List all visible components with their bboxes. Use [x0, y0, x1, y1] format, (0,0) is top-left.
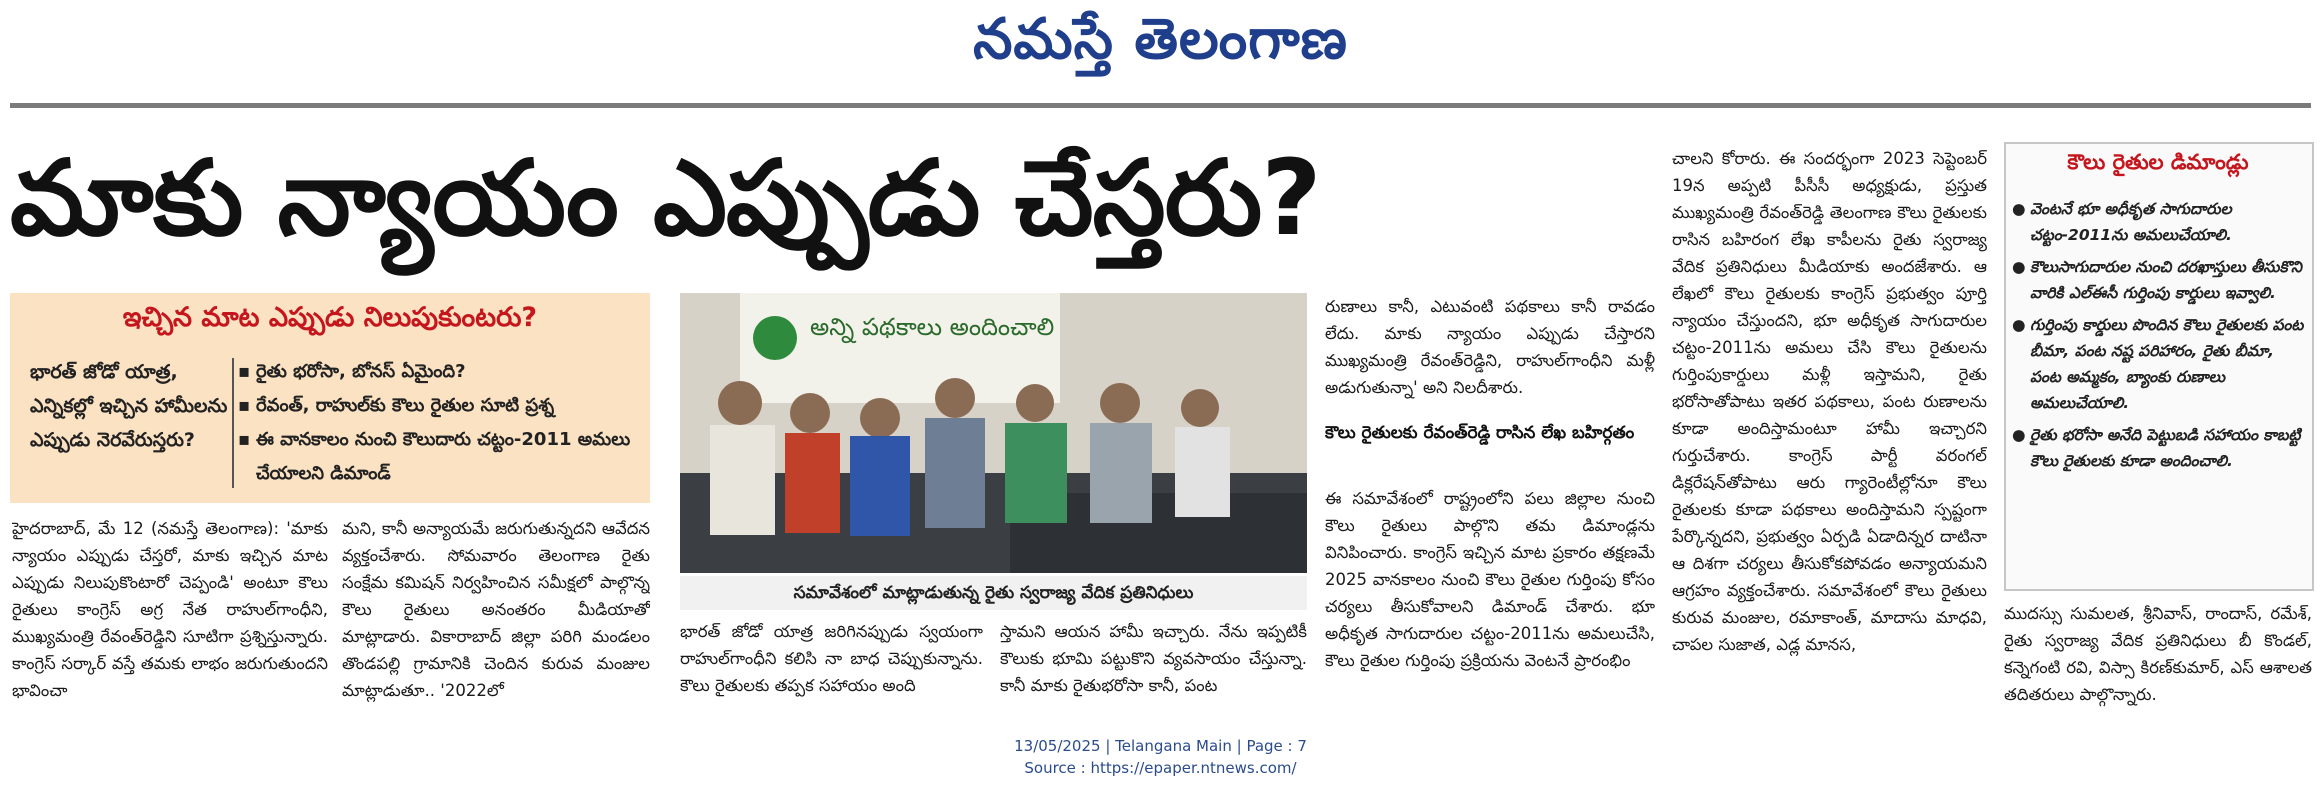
article-column-6: ముదస్సు సుమలత, శ్రీనివాస్, రాందాస్, రమేశ్, రైతు స్వరాజ్య వేదిక ప్రతినిధులు బీ కొండల్, కన్నెగంటి రవి, విస్సా కిరణ్‌కుమార్, ఎస్ ఆశాలత తదితరులు పాల్గొన్నారు.	[2004, 604, 2312, 704]
kicker-title: ఇచ్చిన మాట ఎప్పుడు నిలుపుకుంటరు?	[122, 302, 538, 333]
article-column-1: హైదరాబాద్, మే 12 (నమస్తే తెలంగాణ): 'మాకు న్యాయం ఎప్పుడు చేస్తరో, మాకు ఇచ్చిన మాట ఎప్పుడు నిలుపుకొంటారో చెప్పండి' అంటూ కౌలు రైతులు కాంగ్రెస్ అగ్ర నేత రాహుల్‌గాంధీని, ముఖ్యమంత్రి రేవంత్‌రెడ్డిని సూటిగా ప్రశ్నిస్తున్నారు. కాంగ్రెస్ సర్కార్ వస్తే తమకు లాభం జరుగుతుందని భావించా	[12, 519, 328, 700]
demand-item: ● వెంటనే భూ అధీకృత సాగుదారుల చట్టం-2011ను అమలుచేయాలి.	[2010, 196, 2304, 248]
kicker-bullet-list	[238, 355, 643, 491]
news-photo	[680, 293, 1307, 573]
meeting-photo-illustration	[680, 293, 1307, 573]
footer-source-link[interactable]: Source : https://epaper.ntnews.com/	[1024, 759, 1297, 777]
masthead-divider	[10, 103, 2311, 108]
article-column-2: మని, కానీ అన్యాయమే జరుగుతున్నదని ఆవేదన వ్యక్తంచేశారు. సోమవారం తెలంగాణ రైతు సంక్షేమ కమిషన్ నిర్వహించిన సమీక్షలో పాల్గొన్న కౌలు రైతులు అనంతరం మీడియాతో మాట్లాడారు. వికారాబాద్ జిల్లా పరిగి మండలం తొండపల్లి గ్రామానికి చెందిన కురువ మంజుల మాట్లాడుతూ.. '2022లో	[342, 519, 650, 700]
article-column-3b: స్తామని ఆయన హామీ ఇచ్చారు. నేను ఇప్పటికీ కౌలుకు భూమి పట్టుకొని వ్యవసాయం చేస్తున్నా. కానీ మాకు రైతుభరోసా కానీ, పంట	[1000, 622, 1307, 695]
demand-item: ● కౌలుసాగుదారుల నుంచి దరఖాస్తులు తీసుకొని వారికి ఎల్‌ఈసీ గుర్తింపు కార్డులు ఇవ్వాలి.	[2010, 254, 2304, 306]
article-subhead: కౌలు రైతులకు రేవంత్‌రెడ్డి రాసిన లేఖ బహిర్గతం	[1325, 423, 1635, 443]
demands-title: కౌలు రైతుల డిమాండ్లు	[2067, 150, 2249, 174]
kicker-divider	[232, 358, 234, 488]
article-column-3a: భారత్ జోడో యాత్ర జరిగినప్పుడు స్వయంగా రాహుల్‌గాంధీని కలిసి నా బాధ చెప్పుకున్నాను. కౌలు రైతులకు తప్పక సహాయం అంది	[680, 622, 983, 695]
article-column-4a: రుణాలు కానీ, ఎటువంటి పథకాలు కానీ రావడం లేదు. మాకు న్యాయం ఎప్పుడు చేస్తారని ముఖ్యమంత్రి రేవంత్‌రెడ్డిని, రాహుల్‌గాంధీని మళ్లీ అడుగుతున్నా' అని నిలదీశారు.	[1325, 297, 1655, 397]
demands-list	[2010, 196, 2304, 480]
kicker-bullet: ▪ ఈ వానకాలం నుంచి కౌలుదారు చట్టం-2011 అమలు చేయాలని డిమాండ్	[238, 423, 643, 491]
article-column-5: చాలని కోరారు. ఈ సందర్భంగా 2023 సెప్టెంబర్ 19న అప్పటి పీసీసీ అధ్యక్షుడు, ప్రస్తుత ముఖ్యమంత్రి రేవంత్‌రెడ్డి తెలంగాణ కౌలు రైతులకు రాసిన బహిరంగ లేఖ కాపీలను రైతు స్వరాజ్య వేదిక ప్రతినిధులు మీడియాకు అందజేశారు. ఆ లేఖలో కౌలు రైతులకు కాంగ్రెస్ ప్రభుత్వం పూర్తి న్యాయం చేస్తుందని, భూ అధీకృత సాగుదారుల చట్టం-2011ను అమలు చేసి కౌలు రైతులను గుర్తింపుకార్డులు మళ్లీ ఇస్తామని, రైతు భరోసాతోపాటు ఇతర పథకాలు, పంట రుణాలను కూడా అందిస్తామంటూ హామీ ఇచ్చారని గుర్తుచేశారు. కాంగ్రెస్ పార్టీ వరంగల్ డిక్లరేషన్‌తోపాటు ఆరు గ్యారెంటీల్లోనూ కౌలు రైతులకు కూడా పథకాలు అందిస్తామని స్పష్టంగా పేర్కొన్నదని, ప్రభుత్వం ఏర్పడి ఏడాదిన్నర దాటినా ఆ దిశగా చర్యలు తీసుకోకపోవడం అన్యాయమని ఆగ్రహం వ్యక్తంచేశారు. సమావేశంలో కౌలు రైతులు కురువ మంజుల, రమాకాంత్, మాదాసు మాధవి, చాపల సుజాత, ఎడ్ల మానస,	[1672, 149, 1987, 654]
photo-banner-text: అన్ని పథకాలు అందించాలి	[810, 313, 1055, 341]
kicker-left-text: భారత్ జోడో యాత్ర, ఎన్నికల్లో ఇచ్చిన హామీలను ఎప్పుడు నెరవేరుస్తరు?	[30, 361, 228, 451]
demand-item: ● రైతు భరోసా అనేది పెట్టుబడి సహాయం కాబట్టి కౌలు రైతులకు కూడా అందించాలి.	[2010, 422, 2304, 474]
kicker-bullet: ▪ రైతు భరోసా, బోనస్ ఏమైంది?	[238, 355, 643, 389]
masthead-logo: నమస్తే తెలంగాణ	[973, 6, 1348, 72]
footer-date-page: 13/05/2025 | Telangana Main | Page : 7	[1014, 737, 1307, 755]
page-footer	[0, 735, 2321, 779]
demand-item: ● గుర్తింపు కార్డులు పొందిన కౌలు రైతులకు పంట బీమా, పంట నష్ట పరిహారం, రైతు బీమా, పంట అమ్మకం, బ్యాంకు రుణాలు అమలుచేయాలి.	[2010, 312, 2304, 416]
kicker-bullet: ▪ రేవంత్, రాహుల్‌కు కౌలు రైతుల సూటి ప్రశ్న	[238, 389, 643, 423]
headline: మాకు న్యాయం ఎప్పుడు చేస్తరు?	[10, 137, 1321, 259]
article-column-4b: ఈ సమావేశంలో రాష్ట్రంలోని పలు జిల్లాల నుంచి కౌలు రైతులు పాల్గొని తమ డిమాండ్లను వినిపించారు. కాంగ్రెస్ ఇచ్చిన మాట ప్రకారం తక్షణమే 2025 వానకాలం నుంచి కౌలు రైతుల గుర్తింపు కోసం చర్యలు తీసుకోవాలని డిమాండ్ చేశారు. భూ అధీకృత సాగుదారుల చట్టం-2011ను అమలుచేసి, కౌలు రైతుల గుర్తింపు ప్రక్రియను వెంటనే ప్రారంభిం	[1325, 489, 1655, 670]
photo-caption: సమావేశంలో మాట్లాడుతున్న రైతు స్వరాజ్య వేదిక ప్రతినిధులు	[680, 576, 1307, 610]
